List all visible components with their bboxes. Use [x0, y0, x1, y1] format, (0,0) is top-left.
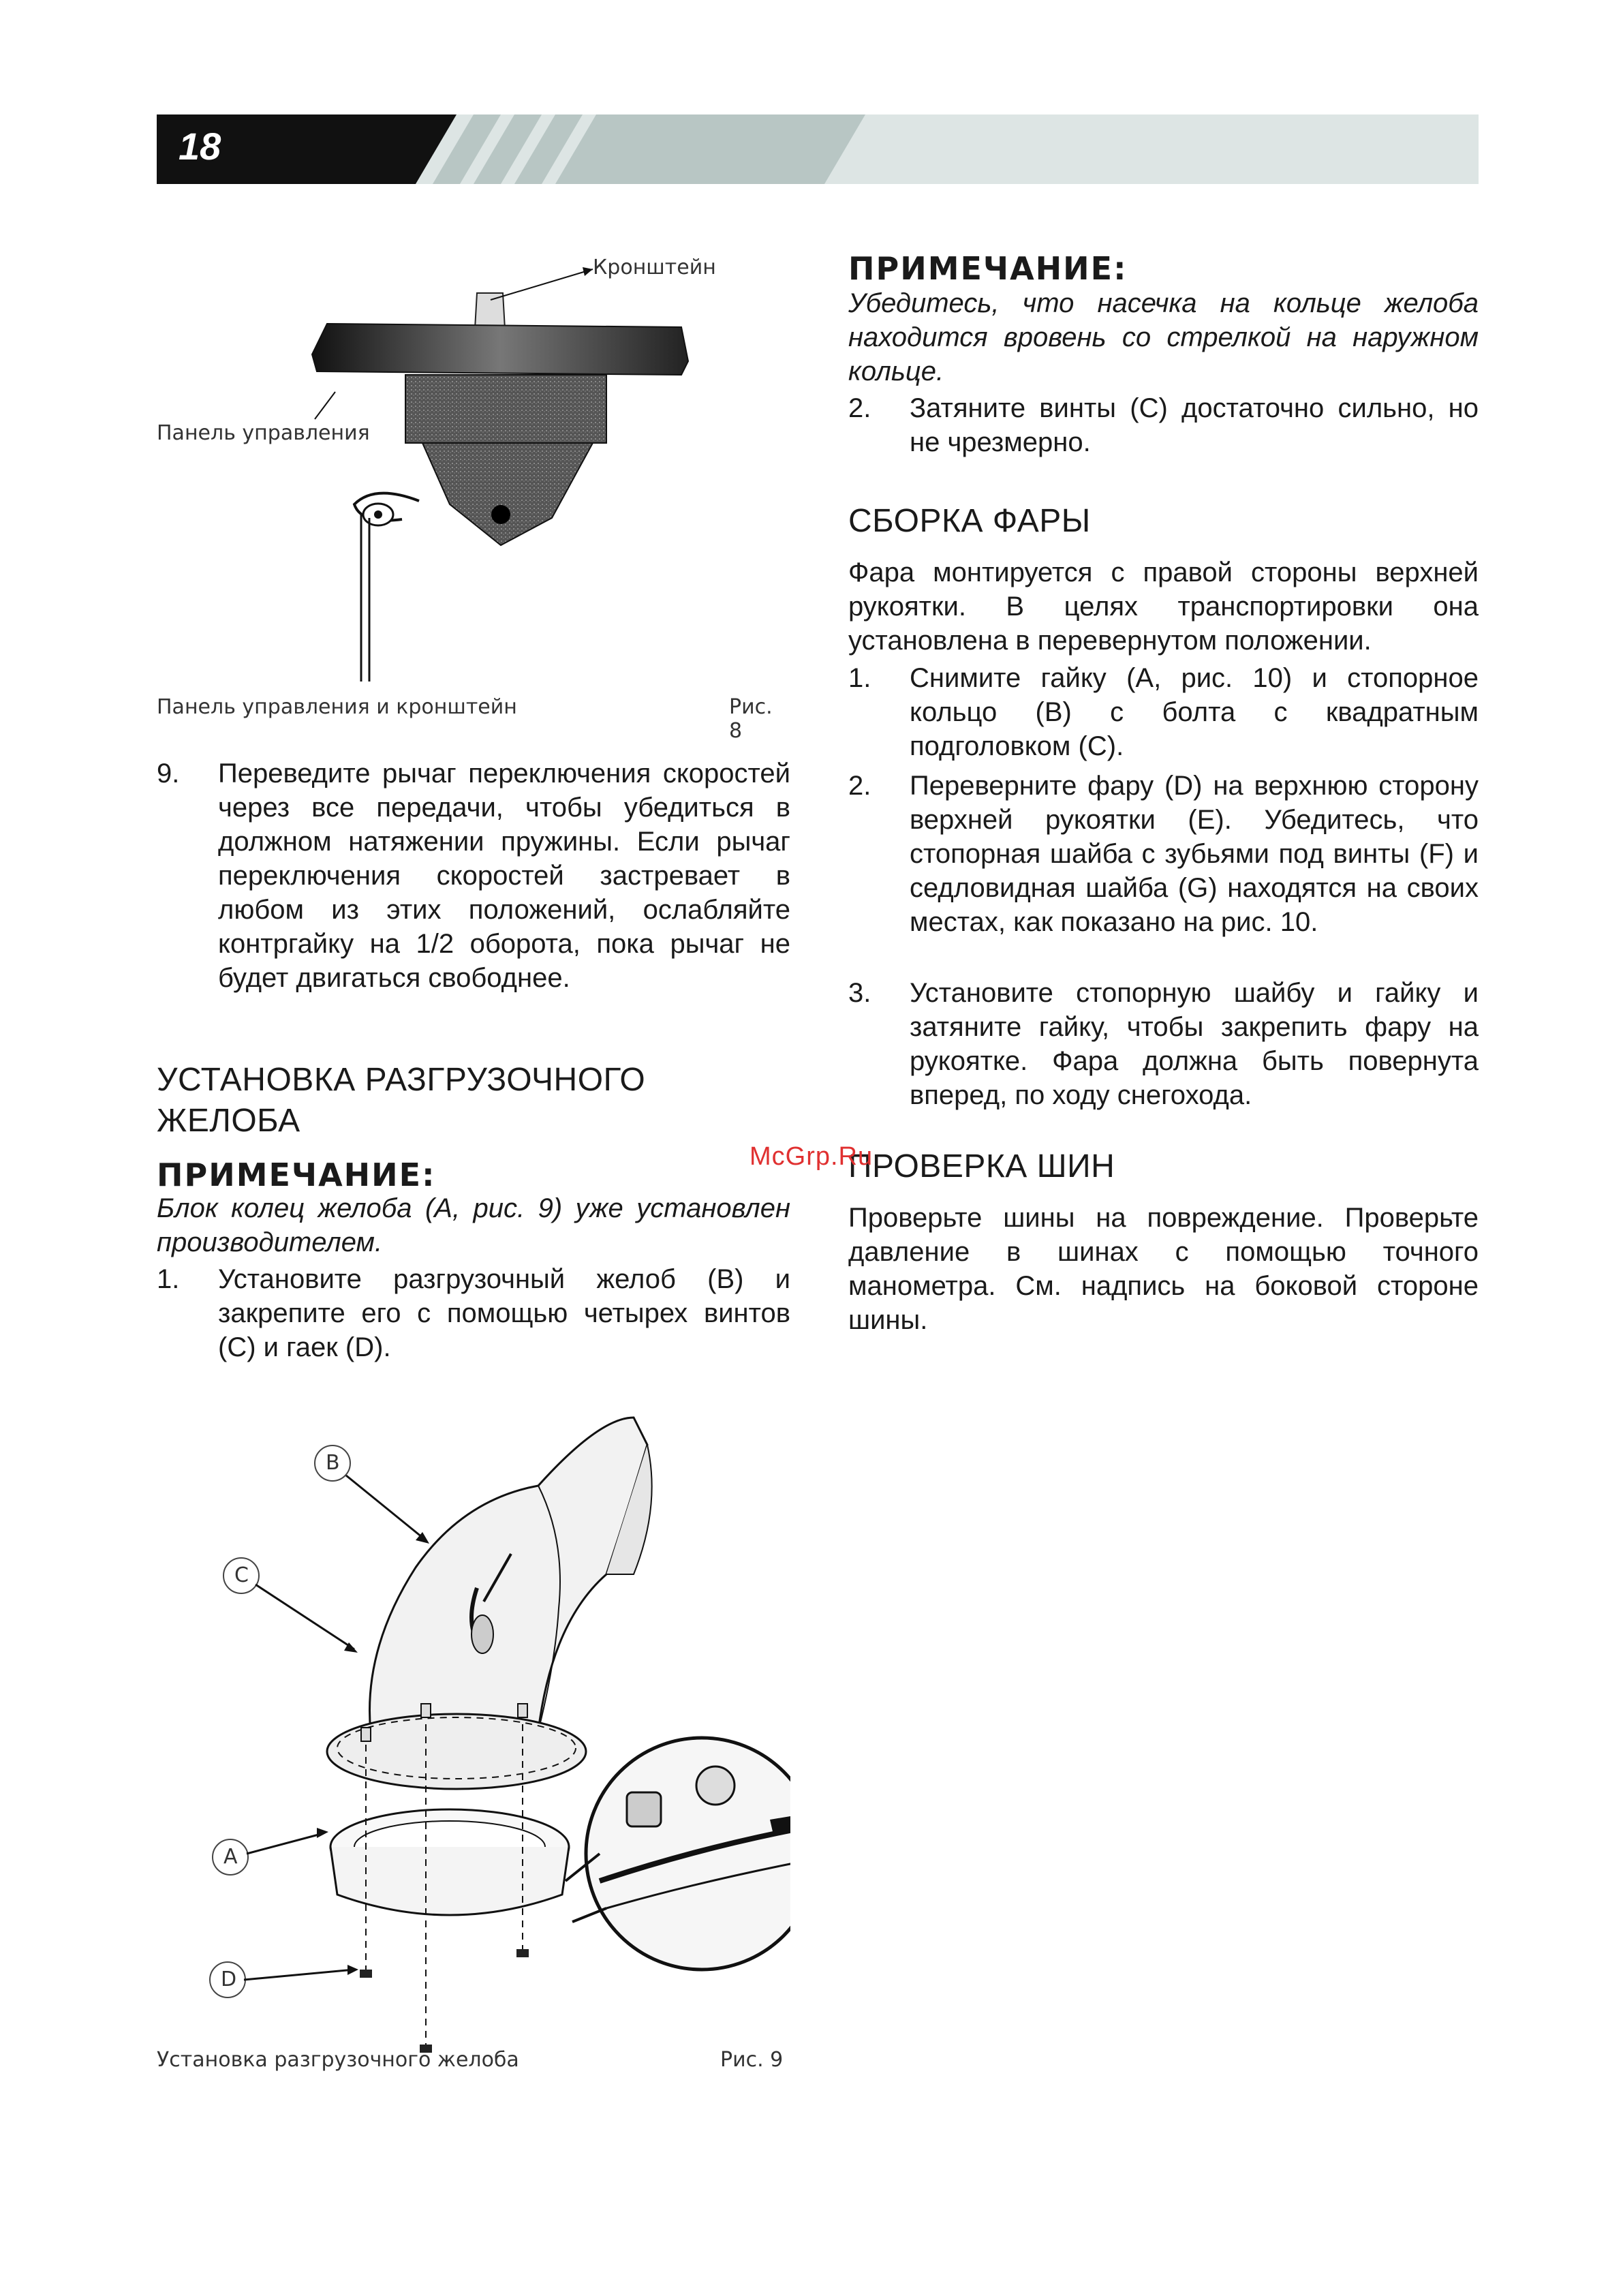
chute-installation-illustration: [157, 1404, 790, 2085]
list-item-9: [157, 756, 790, 1029]
figure-8-caption: Панель управления и кронштейн: [157, 695, 517, 719]
list-item-number: 9.: [157, 759, 180, 789]
tires-text: Проверьте шины на повреждение. Проверьте давление в шинах с помощью точного манометра. См. надпись на боковой стороне шины.: [848, 1203, 1479, 1335]
label-bracket: Кронштейн: [593, 256, 716, 279]
list-item-text: Затяните винты (С) достаточно сильно, но не чрезмерно.: [910, 393, 1479, 457]
header-decoration: [157, 114, 1479, 184]
note-text-left: Блок колец желоба (А, рис. 9) уже установлен производителем.: [157, 1193, 790, 1257]
label-b: B: [326, 1451, 340, 1475]
list-item-text: Переведите рычаг переключения скоростей через все передачи, чтобы убедиться в должном натяжении пружины. Если рычаг переключения скоростей застревает в любом из этих положений, ослабляйте контргайку на 1/2 оборота, пока рычаг не будет двигаться свободнее.: [218, 759, 790, 993]
label-control-panel: Панель управления: [157, 421, 370, 445]
section-title-chute: УСТАНОВКА РАЗГРУЗОЧНОГО ЖЕЛОБА: [157, 1062, 646, 1139]
list-item-text: Снимите гайку (А, рис. 10) и стопорное кольцо (В) с болта с квадратным подголовком (С).: [910, 663, 1479, 761]
page-number: 18: [179, 125, 221, 168]
list-item-text: Переверните фару (D) на верхнюю сторону верхней рукоятки (Е). Убедитесь, что стопорная шайба с зубьями под винты (F) и седловидная шайба (G) находятся на своих местах, как показано на рис. 10.: [910, 771, 1479, 937]
figure-8: [157, 245, 790, 743]
list-item-2: [848, 391, 1479, 466]
list-item-text: Установите разгрузочный желоб (В) и закрепите его с помощью четырех винтов (С) и гаек (D).: [218, 1264, 790, 1362]
section-title-tires: ПРОВЕРКА ШИН: [848, 1148, 1115, 1184]
list-item-number: 1.: [848, 663, 871, 693]
control-panel-bracket-illustration: [157, 245, 790, 722]
headlight-step-2: [848, 769, 1479, 946]
headlight-step-1: [848, 661, 1479, 770]
headlight-step-3: [848, 976, 1479, 1119]
list-item-number: 2.: [848, 393, 871, 423]
note-text-right: Убедитесь, что насечка на кольце желоба находится вровень со стрелкой на наружном кольце.: [848, 288, 1479, 386]
section-title-headlight: СБОРКА ФАРЫ: [848, 503, 1091, 539]
watermark: McGrp.Ru: [749, 1142, 874, 1171]
label-d: D: [221, 1968, 237, 1991]
label-c: C: [234, 1563, 249, 1587]
list-item-number: 2.: [848, 771, 871, 801]
note-heading-left: ПРИМЕЧАНИЕ:: [157, 1157, 436, 1193]
figure-8-number: Рис. 8: [729, 695, 773, 743]
note-heading-right: ПРИМЕЧАНИЕ:: [848, 250, 1128, 287]
figure-9-caption: Установка разгрузочного желоба: [157, 2048, 519, 2072]
page-header: [157, 114, 1479, 184]
figure-9: [157, 1404, 790, 2085]
label-a: A: [223, 1845, 238, 1869]
list-item-text: Установите стопорную шайбу и гайку и затяните гайку, чтобы закрепить фару на рукоятке. Фара должна быть повернута вперед, по ходу снегохода.: [910, 978, 1479, 1110]
headlight-intro: Фара монтируется с правой стороны верхней рукоятки. В целях транспортировки она установлена в перевернутом положении.: [848, 557, 1479, 656]
list-item-number: 3.: [848, 978, 871, 1008]
figure-9-number: Рис. 9: [720, 2048, 784, 2072]
list-item-number: 1.: [157, 1264, 180, 1294]
list-item-1: [157, 1262, 790, 1371]
